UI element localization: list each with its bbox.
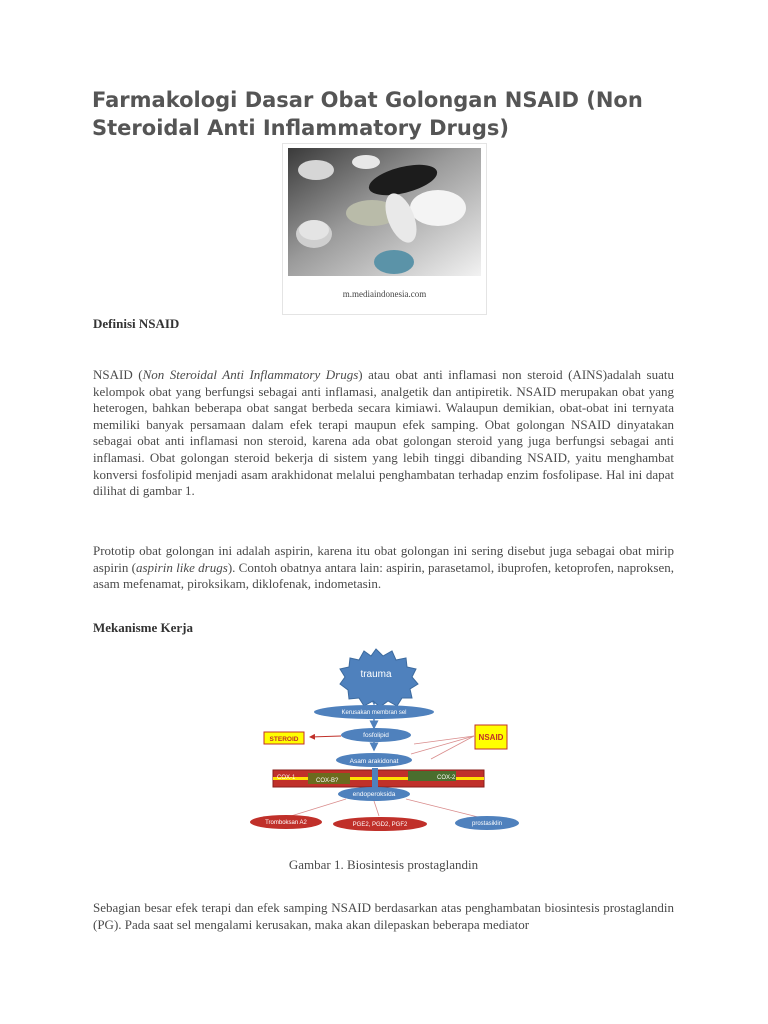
text-run: Prototip obat golongan ini adalah aspirin, karena itu obat golongan ini sering disebut juga sebagai obat mirip aspirin ( bbox=[93, 543, 674, 575]
italic-term: aspirin like drugs bbox=[136, 559, 228, 575]
prostaglandin-diagram bbox=[246, 646, 532, 836]
pills-figure bbox=[282, 143, 487, 315]
article-title: Farmakologi Dasar Obat Golongan NSAID (Non Steroidal Anti Inflammatory Drugs) bbox=[92, 88, 643, 140]
cox1-label: COX-1 bbox=[277, 775, 296, 781]
nsaid-label: NSAID bbox=[478, 733, 504, 742]
paragraph-definition bbox=[93, 367, 674, 500]
steroid-label: STEROID bbox=[269, 736, 299, 743]
trauma-label: trauma bbox=[360, 669, 392, 680]
italic-term: Non Steroidal Anti Inflammatory Drugs bbox=[142, 367, 359, 382]
figure-caption: Gambar 1. Biosintesis prostaglandin bbox=[288, 857, 479, 872]
paragraph-prototype bbox=[93, 543, 674, 593]
cox2-label: COX-2 bbox=[437, 775, 456, 781]
paragraph-mechanism: Sebagian besar efek terapi dan efek samping NSAID berdasarkan atas penghambatan biosintesis prostaglandin (PG). Pada saat sel mengalami kerusakan, maka akan dilepaskan beberapa mediator bbox=[93, 900, 674, 932]
text-run: ) atau obat anti inflamasi non steroid (AINS)adalah suatu kelompok obat yang berfungsi sebagai anti inflamasi, analgetik dan antipiretik. NSAID merupakan obat yang heterogen, bahkan beberapa obat sangat berbeda secara kimiawi. Walaupun demikian, obat-obat ini ternyata memiliki banyak persamaan dalam efek terapi maupun efek samping. Obat golongan NSAID dinyatakan sebagai obat anti inflamasi non steroid, karena ada obat golongan steroid yang juga berfungsi sebagai anti inflamasi. Obat golongan steroid bekerja di sistem yang lebih tinggi dibanding NSAID, yaitu menghambat konversi fosfolipid menjadi asam arakhidonat melalui penghambatan terhadap enzim fosfolipase. Hal ini dapat dilihat di gambar 1. bbox=[93, 367, 674, 499]
endoperoxide-label: endoperoksida bbox=[352, 791, 396, 798]
prostacyclin-label: prostasiklin bbox=[471, 821, 503, 827]
image-credit: m.mediaindonesia.com bbox=[342, 289, 427, 299]
phospholipid-label: fosfolipid bbox=[363, 732, 389, 739]
section-heading-definition: Definisi NSAID bbox=[93, 316, 180, 331]
pills-photo bbox=[288, 148, 481, 276]
text-run: NSAID ( bbox=[93, 367, 143, 382]
thromboxane-label: Tromboksan A2 bbox=[265, 820, 307, 826]
section-heading-mechanism: Mekanisme Kerja bbox=[93, 620, 194, 635]
cox-b-label: COX-B? bbox=[316, 778, 339, 784]
pge-label: PGE2, PGD2, PGF2 bbox=[352, 822, 408, 828]
text-run: ). Contoh obatnya antara lain: aspirin, parasetamol, ibuprofen, ketoprofen, naproksen, asam mefenamat, piroksikam, diklofenak, indometasin. bbox=[93, 559, 674, 592]
arachidonic-acid-label: Asam arakidonat bbox=[349, 758, 399, 765]
membrane-damage-label: Kerusakan membran sel bbox=[341, 710, 407, 716]
